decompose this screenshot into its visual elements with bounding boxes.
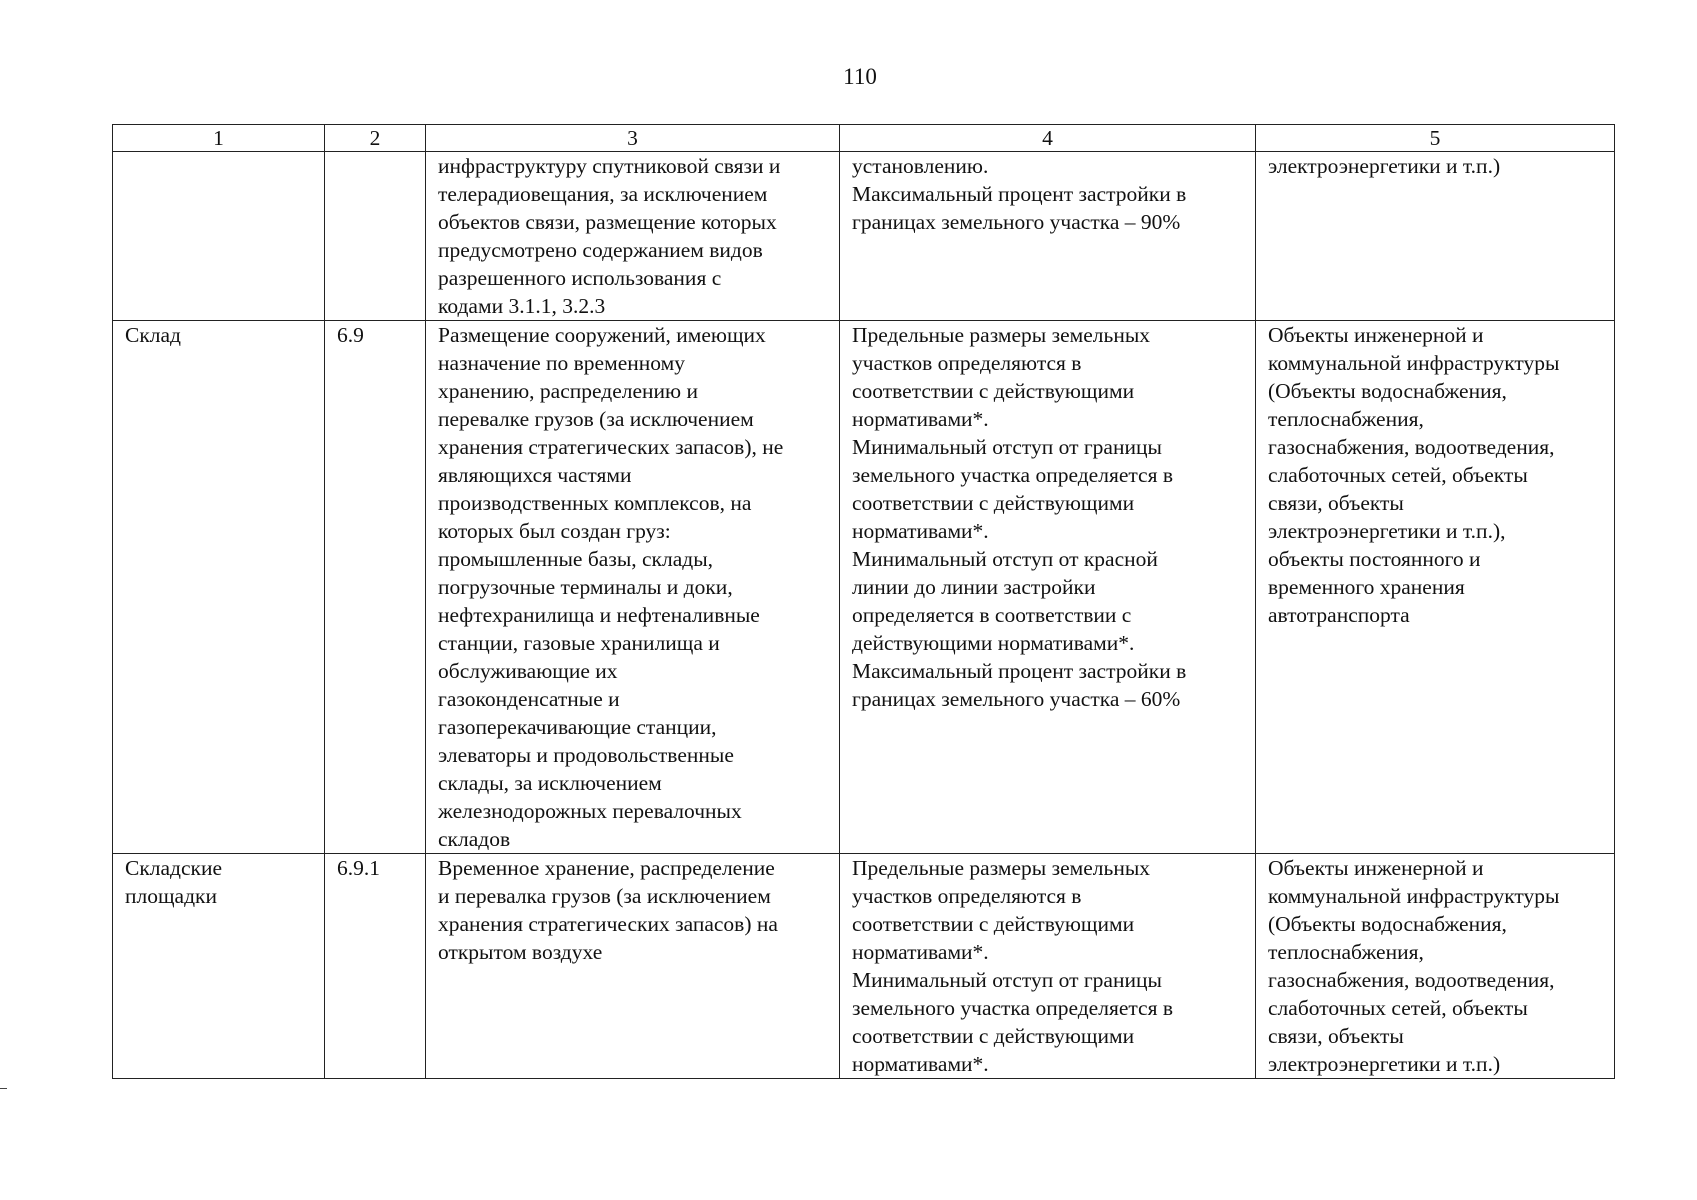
header-col-5: 5 <box>1256 125 1615 152</box>
header-col-4: 4 <box>840 125 1256 152</box>
cell-text-line: Предельные размеры земельных <box>852 856 1151 880</box>
cell-text-line: телерадиовещания, за исключением <box>438 182 768 206</box>
cell-text-line: (Объекты водоснабжения, <box>1268 912 1507 936</box>
cell-text-line: которых был создан груз: <box>438 519 671 543</box>
cell-text-line: слаботочных сетей, объекты <box>1268 463 1528 487</box>
cell-text-line: временного хранения <box>1268 575 1465 599</box>
name-cell <box>113 152 325 321</box>
cell-text-line: Максимальный процент застройки в <box>852 182 1187 206</box>
cell-text-line: объектов связи, размещение которых <box>438 210 777 234</box>
description-cell <box>426 321 840 854</box>
cell-text-line: Предельные размеры земельных <box>852 323 1151 347</box>
header-col-3: 3 <box>426 125 840 152</box>
cell-text-line: Временное хранение, распределение <box>438 856 775 880</box>
cell-text-line: Максимальный процент застройки в <box>852 659 1187 683</box>
cell-text-line: Склад <box>125 323 181 347</box>
cell-text-line: соответствии с действующими <box>852 1024 1135 1048</box>
cell-text-line: установлению. <box>852 154 989 178</box>
cell-text-line: земельного участка определяется в <box>852 463 1173 487</box>
parameters-cell <box>840 321 1256 854</box>
description-cell <box>426 152 840 321</box>
cell-text-line: соответствии с действующими <box>852 491 1135 515</box>
cell-text-line: нормативами*. <box>852 940 989 964</box>
cell-text-line: обслуживающие их <box>438 659 618 683</box>
table-row <box>113 321 1615 854</box>
cell-text-line: предусмотрено содержанием видов <box>438 238 763 262</box>
cell-text-line: объекты постоянного и <box>1268 547 1481 571</box>
cell-text-line: нормативами*. <box>852 407 989 431</box>
code-cell <box>325 152 426 321</box>
page-number: 110 <box>843 64 877 89</box>
cell-text-line: 6.9 <box>337 323 364 347</box>
cell-text-line: Размещение сооружений, имеющих <box>438 323 766 347</box>
table-row <box>113 152 1615 321</box>
cell-text-line: теплоснабжения, <box>1268 407 1424 431</box>
cell-text-line: действующими нормативами*. <box>852 631 1135 655</box>
cell-text-line: слаботочных сетей, объекты <box>1268 996 1528 1020</box>
cell-text-line: земельного участка определяется в <box>852 996 1173 1020</box>
cell-text-line: границах земельного участка – 90% <box>852 210 1181 234</box>
cell-text-line: перевалке грузов (за исключением <box>438 407 754 431</box>
cell-text-line: газоснабжения, водоотведения, <box>1268 435 1555 459</box>
cell-text-line: Минимальный отступ от границы <box>852 968 1162 992</box>
cell-text-line: инфраструктуру спутниковой связи и <box>438 154 781 178</box>
code-cell <box>325 854 426 1079</box>
cell-text-line: склады, за исключением <box>438 771 662 795</box>
cell-text-line: промышленные базы, склады, <box>438 547 714 571</box>
cell-text-line: соответствии с действующими <box>852 379 1135 403</box>
cell-text-line: Объекты инженерной и <box>1268 323 1484 347</box>
cell-text-line: автотранспорта <box>1268 603 1410 627</box>
cell-text-line: производственных комплексов, на <box>438 491 752 515</box>
cell-text-line: погрузочные терминалы и доки, <box>438 575 733 599</box>
land-use-table <box>112 124 1615 1079</box>
cell-text-line: определяется в соответствии с <box>852 603 1132 627</box>
cell-text-line: электроэнергетики и т.п.) <box>1268 1052 1501 1076</box>
description-cell <box>426 854 840 1079</box>
cell-text-line: открытом воздухе <box>438 940 603 964</box>
cell-text-line: нормативами*. <box>852 1052 989 1076</box>
cell-text-line: нефтехранилища и нефтеналивные <box>438 603 760 627</box>
code-cell <box>325 321 426 854</box>
auxiliary-cell <box>1256 854 1615 1079</box>
cell-text-line: хранению, распределению и <box>438 379 698 403</box>
cell-text-line: 6.9.1 <box>337 856 380 880</box>
cell-text-line: участков определяются в <box>852 351 1082 375</box>
cell-text-line: (Объекты водоснабжения, <box>1268 379 1507 403</box>
cell-text-line: хранения стратегических запасов), не <box>438 435 784 459</box>
cell-text-line: железнодорожных перевалочных <box>438 799 742 823</box>
cell-text-line: электроэнергетики и т.п.) <box>1268 154 1501 178</box>
cell-text-line: складов <box>438 827 511 851</box>
cell-text-line: площадки <box>125 884 217 908</box>
cell-text-line: теплоснабжения, <box>1268 940 1424 964</box>
cell-text-line: коммунальной инфраструктуры <box>1268 351 1560 375</box>
cell-text-line: Объекты инженерной и <box>1268 856 1484 880</box>
cell-text-line: связи, объекты <box>1268 491 1404 515</box>
cell-text-line: коммунальной инфраструктуры <box>1268 884 1560 908</box>
table-row <box>113 854 1615 1079</box>
cell-text-line: электроэнергетики и т.п.), <box>1268 519 1506 543</box>
parameters-cell <box>840 854 1256 1079</box>
header-row <box>113 125 1615 152</box>
cell-text-line: хранения стратегических запасов) на <box>438 912 778 936</box>
cell-text-line: газоснабжения, водоотведения, <box>1268 968 1555 992</box>
cell-text-line: газоконденсатные и <box>438 687 620 711</box>
parameters-cell <box>840 152 1256 321</box>
header-col-1: 1 <box>113 125 325 152</box>
name-cell <box>113 321 325 854</box>
cell-text-line: Складские <box>125 856 223 880</box>
margin-mark <box>0 1088 7 1089</box>
header-col-2: 2 <box>325 125 426 152</box>
cell-text-line: разрешенного использования с <box>438 266 722 290</box>
cell-text-line: являющихся частями <box>438 463 632 487</box>
cell-text-line: соответствии с действующими <box>852 912 1135 936</box>
cell-text-line: связи, объекты <box>1268 1024 1404 1048</box>
cell-text-line: элеваторы и продовольственные <box>438 743 734 767</box>
name-cell <box>113 854 325 1079</box>
cell-text-line: назначение по временному <box>438 351 685 375</box>
cell-text-line: кодами 3.1.1, 3.2.3 <box>438 294 606 318</box>
auxiliary-cell <box>1256 152 1615 321</box>
cell-text-line: границах земельного участка – 60% <box>852 687 1181 711</box>
cell-text-line: станции, газовые хранилища и <box>438 631 720 655</box>
cell-text-line: Минимальный отступ от красной <box>852 547 1158 571</box>
cell-text-line: нормативами*. <box>852 519 989 543</box>
cell-text-line: Минимальный отступ от границы <box>852 435 1162 459</box>
cell-text-line: линии до линии застройки <box>852 575 1096 599</box>
cell-text-line: участков определяются в <box>852 884 1082 908</box>
auxiliary-cell <box>1256 321 1615 854</box>
cell-text-line: и перевалка грузов (за исключением <box>438 884 771 908</box>
cell-text-line: газоперекачивающие станции, <box>438 715 717 739</box>
